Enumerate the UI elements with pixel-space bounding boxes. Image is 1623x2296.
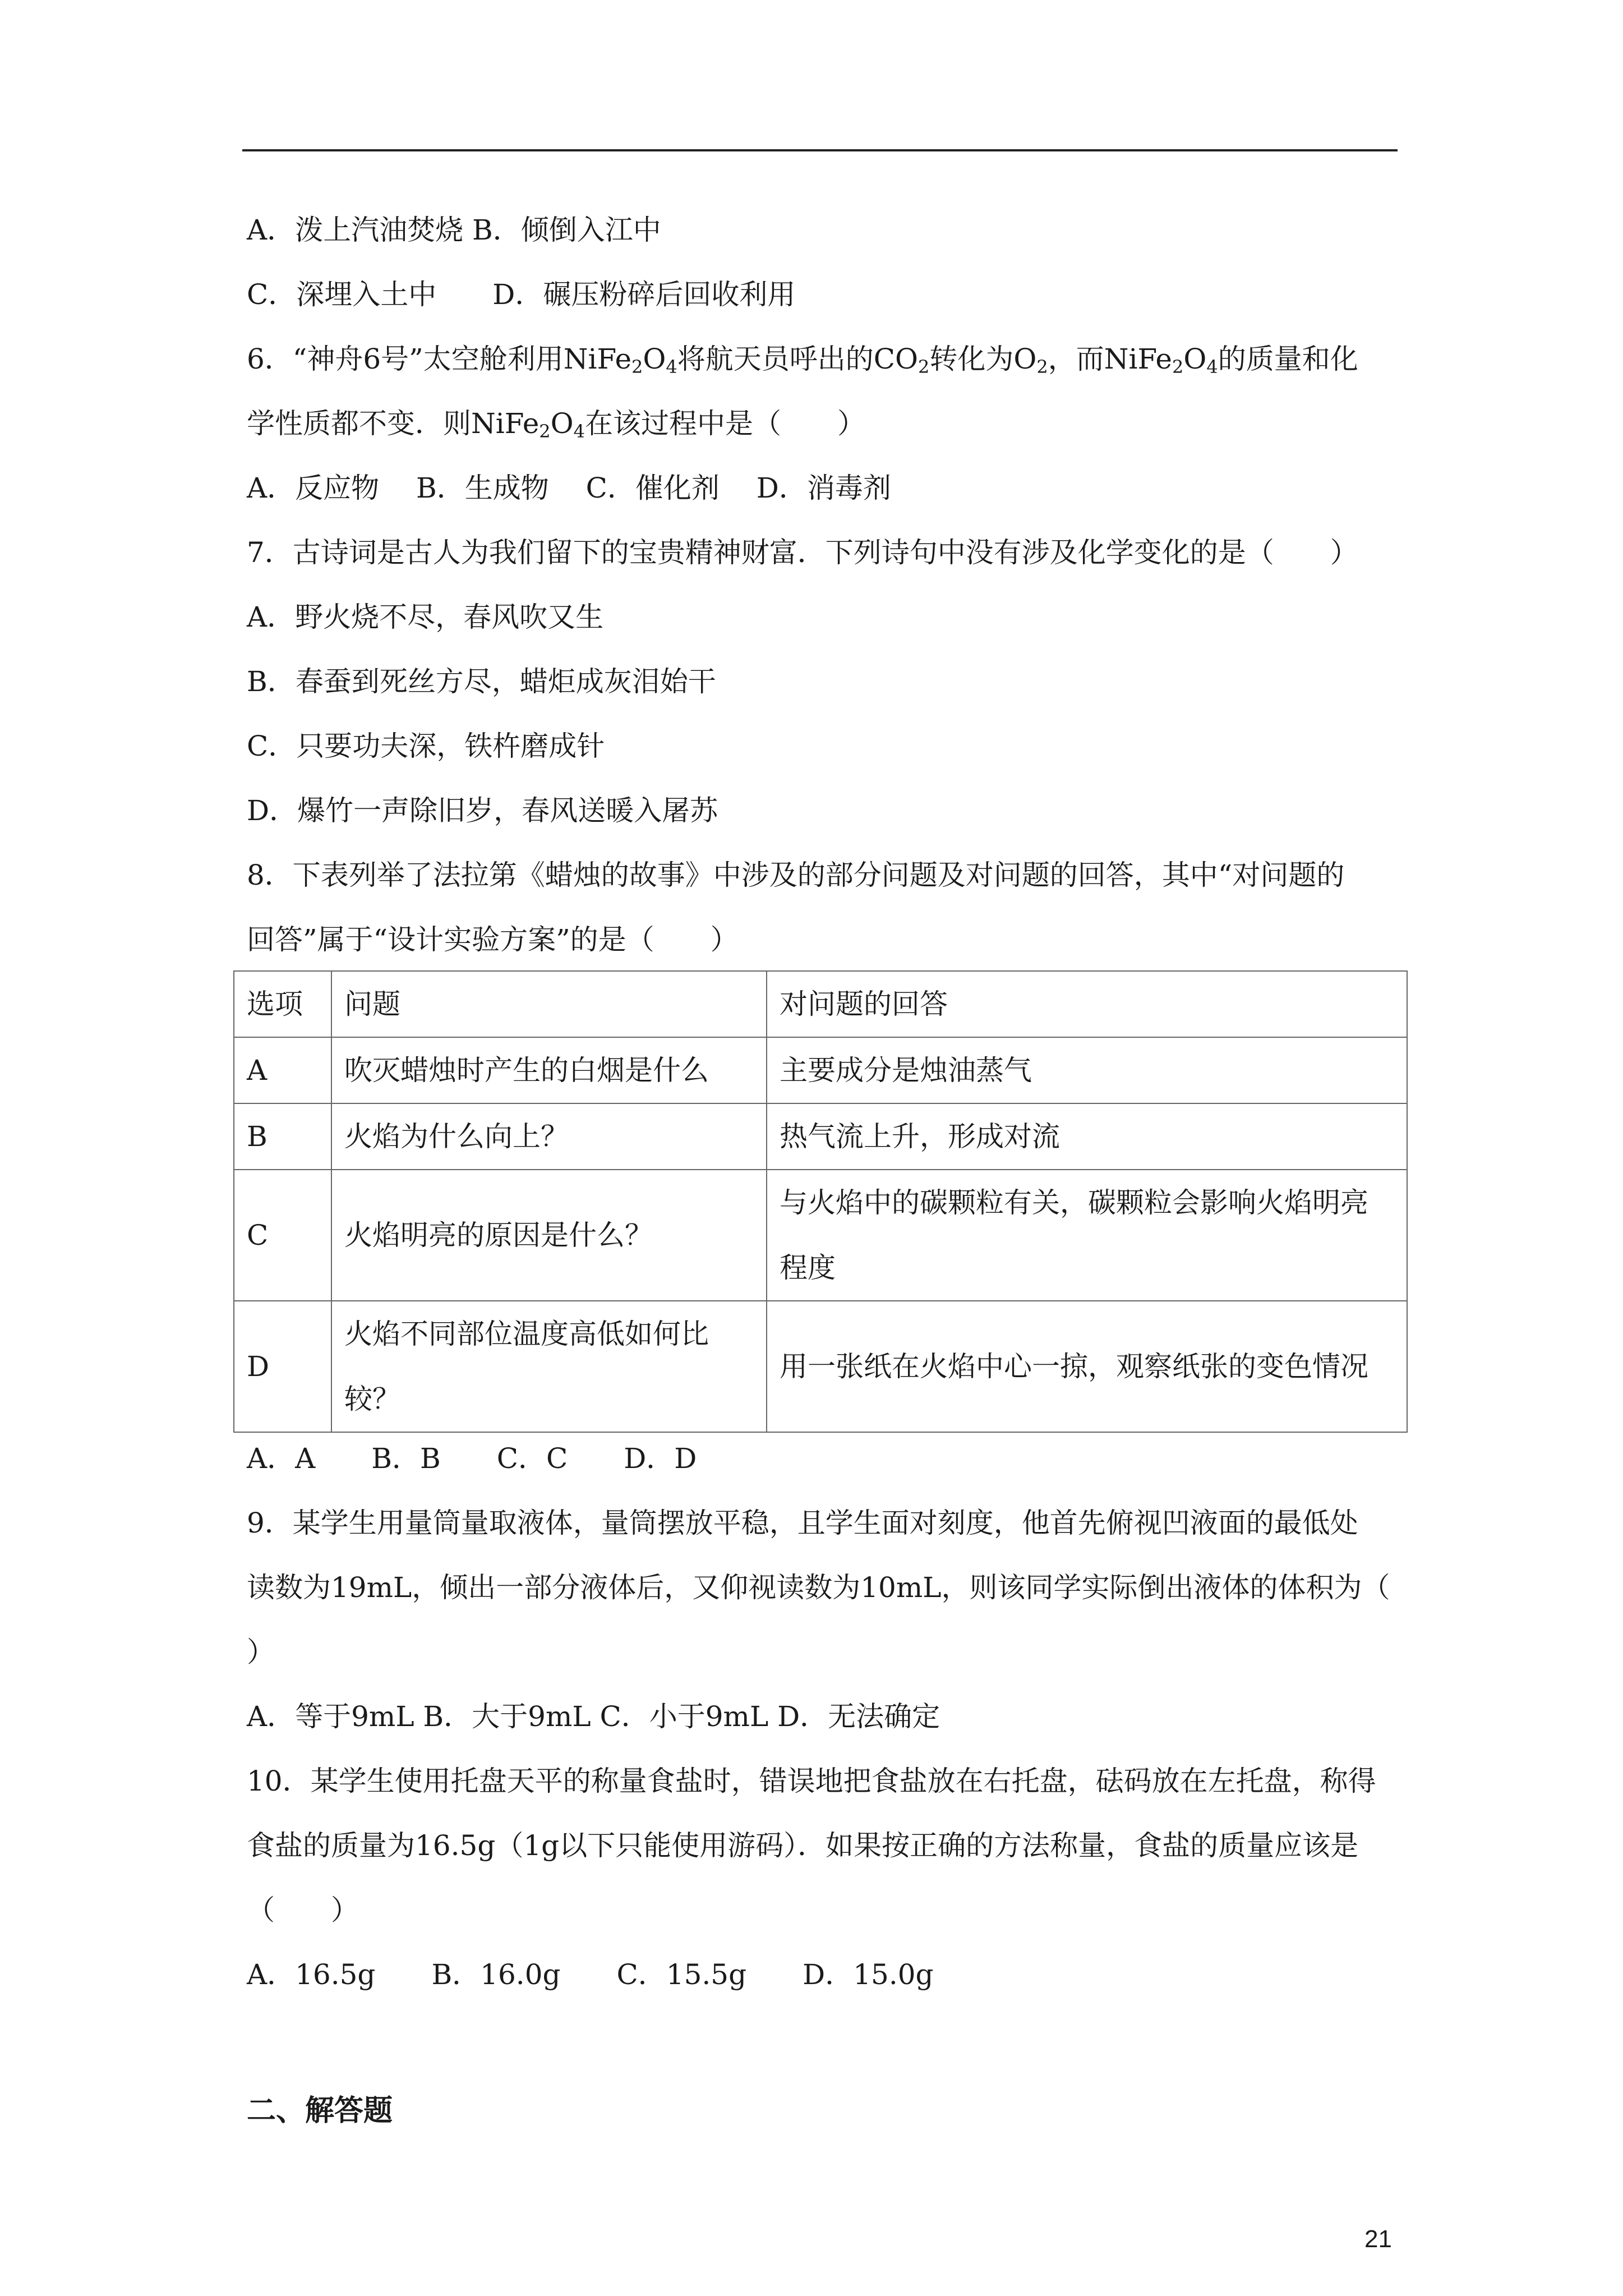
table-cell: C: [234, 1170, 331, 1301]
header-rule: [242, 149, 1398, 151]
table-cell: 火焰为什么向上？: [331, 1103, 767, 1170]
q8-table: [233, 970, 1408, 1433]
q7-option-c: C．只要功夫深，铁杵磨成针: [247, 730, 605, 762]
q8-stem-line2: 回答”属于“设计实验方案”的是（ ）: [247, 923, 739, 956]
table-cell: A: [234, 1037, 331, 1103]
table-row: [234, 1037, 1407, 1103]
q8-stem-line1: 8．下表列举了法拉第《蜡烛的故事》中涉及的部分问题及对问题的回答，其中“对问题的: [247, 859, 1345, 891]
q5-options-cd: C．深埋入土中 D．碾压粉碎后回收利用: [247, 278, 796, 311]
q9-stem-line3: ）: [247, 1636, 275, 1668]
page-number: 21: [1364, 2225, 1392, 2253]
q9-options: A．等于9mL B．大于9mL C．小于9mL D．无法确定: [247, 1700, 940, 1733]
q6-stem-line1: 6．“神舟6号”太空舱利用$NiFe_2O_4$将航天员呼出的$CO_2$转化为$O_2$，而$NiFe_2O_4$的质量和化: [247, 343, 1358, 378]
section-title: 二、解答题: [247, 2094, 393, 2128]
header-cell: 问题: [331, 971, 767, 1037]
table-cell: 吹灭蜡烛时产生的白烟是什么: [331, 1037, 767, 1103]
q6-stem-line2: 学性质都不变．则$NiFe_2O_4$在该过程中是（ ）: [247, 407, 866, 442]
table-cell: D: [234, 1301, 331, 1432]
q9-stem-line2: 读数为19mL，倾出一部分液体后，又仰视读数为10mL，则该同学实际倒出液体的体积为（: [247, 1571, 1390, 1604]
table-row: [234, 1103, 1407, 1170]
table-cell: 与火焰中的碳颗粒有关，碳颗粒会影响火焰明亮程度: [767, 1170, 1407, 1301]
q7-stem: 7．古诗词是古人为我们留下的宝贵精神财富．下列诗句中没有涉及化学变化的是（ ）: [247, 536, 1358, 569]
q5-options-ab: A．泼上汽油焚烧 B．倾倒入江中: [247, 214, 661, 246]
table-cell: 火焰不同部位温度高低如何比较？: [331, 1301, 767, 1432]
q10-stem-line1: 10．某学生使用托盘天平的称量食盐时，错误地把食盐放在右托盘，砝码放在左托盘，称得: [247, 1765, 1376, 1797]
table-cell: 主要成分是烛油蒸气: [767, 1037, 1407, 1103]
q7-option-a: A．野火烧不尽，春风吹又生: [247, 601, 604, 633]
q8-options: A．A B．B C．C D．D: [247, 1442, 697, 1475]
q9-stem-line1: 9．某学生用量筒量取液体，量筒摆放平稳，且学生面对刻度，他首先俯视凹液面的最低处: [247, 1507, 1358, 1539]
q10-stem-line2: 食盐的质量为16.5g（1g以下只能使用游码）．如果按正确的方法称量，食盐的质量应该是: [247, 1829, 1359, 1862]
header-cell: 选项: [234, 971, 331, 1037]
q6-options: A．反应物 B．生成物 C．催化剂 D．消毒剂: [247, 472, 891, 504]
q10-stem-line3: （ ）: [247, 1894, 359, 1926]
table-cell: B: [234, 1103, 331, 1170]
header-cell: 对问题的回答: [767, 971, 1407, 1037]
table-cell: 热气流上升，形成对流: [767, 1103, 1407, 1170]
table-row: [234, 1301, 1407, 1432]
q7-option-d: D．爆竹一声除旧岁，春风送暖入屠苏: [247, 794, 718, 827]
table-cell: 用一张纸在火焰中心一掠，观察纸张的变色情况: [767, 1301, 1407, 1432]
table-cell: 火焰明亮的原因是什么？: [331, 1170, 767, 1301]
q10-options: A．16.5g B．16.0g C．15.5g D．15.0g: [247, 1958, 934, 1991]
q7-option-b: B．春蚕到死丝方尽，蜡炬成灰泪始干: [247, 665, 716, 698]
table-row: [234, 1170, 1407, 1301]
table-header-row: [234, 971, 1407, 1037]
